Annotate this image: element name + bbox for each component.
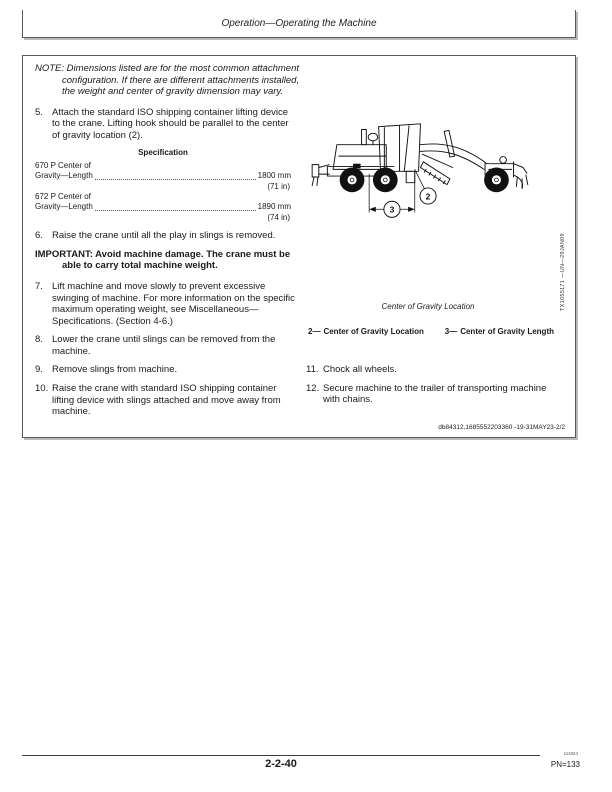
step-item-10: [35, 383, 297, 418]
pn-number: PN=133: [550, 760, 580, 769]
spec-heading: Specification: [138, 148, 188, 158]
step-text: Raise the crane with standard ISO shipping container lifting device with slings attached and move away from machine.: [52, 382, 281, 418]
step-item-12: [306, 383, 562, 406]
spec-line: [35, 171, 291, 181]
step-number: 12.: [306, 382, 320, 394]
page-number: 2-2-40: [265, 758, 297, 770]
right-steps: [306, 364, 562, 413]
step-number: 5.: [35, 106, 43, 118]
spec-value: 1800 mm: [257, 171, 291, 181]
spec-value-alt: (71 in): [267, 181, 290, 191]
callout-2-badge: [415, 169, 436, 204]
content-box: [22, 55, 576, 438]
step-number: 10.: [35, 382, 49, 394]
dot-leader: [95, 210, 256, 211]
step-number: 9.: [35, 364, 43, 376]
right-column: [306, 56, 568, 437]
dot-leader: [95, 179, 256, 180]
spec-label-line2: Gravity—Length: [35, 202, 93, 212]
step-text: Lower the crane until slings can be removed from the machine.: [52, 334, 276, 357]
cab: [379, 124, 421, 172]
step-text: Secure machine to the trailer of transporting machine with chains.: [323, 382, 547, 406]
callout-3-badge: [384, 201, 400, 217]
step-item-11: [306, 364, 562, 376]
rear-attachment: [312, 165, 329, 186]
tandem-wheels: [340, 168, 398, 193]
revision-code: db84312,1685552203360 -19-31MAY23-2/2: [438, 424, 565, 432]
step-box: [406, 171, 415, 182]
footer-rule: [22, 755, 540, 756]
front-attachment: [514, 162, 528, 189]
legend-entry: [445, 327, 554, 337]
step-item-5: [35, 107, 297, 142]
step-text: Raise the crane until all the play in slings is removed.: [52, 230, 276, 242]
spec-line: [35, 202, 291, 212]
grader-diagram: [310, 120, 548, 234]
legend-number: 3—: [444, 327, 458, 336]
step-item-6: [35, 230, 297, 242]
step-number: 11.: [306, 364, 319, 375]
step-text: Chock all wheels.: [323, 364, 397, 375]
step-item-7: [35, 281, 297, 327]
spec-row: [35, 192, 291, 223]
spec-label-line2: Gravity—Length: [35, 171, 93, 181]
step-item-9: [35, 364, 297, 376]
lift-cylinder: [444, 130, 454, 157]
legend-label: Center of Gravity Length: [460, 327, 554, 336]
note-paragraph: NOTE: Dimensions listed are for the most common attachment configuration. If there are different attachments installed, the weight and center of gravity dimension may vary.: [35, 63, 300, 98]
step-text: Lift machine and move slowly to prevent excessive swinging of machine. For more information on the specific maximum operating weight, see Miscellaneous—Specifications. (Section 4-6.): [52, 280, 295, 327]
page-header: [22, 10, 576, 38]
spec-row: [35, 161, 291, 192]
legend-entry: [308, 327, 424, 337]
left-column: [35, 63, 300, 425]
header-title: Operation—Operating the Machine: [221, 18, 377, 29]
spec-label-line1: 670 P Center of: [35, 160, 91, 170]
callout-3-number: 3: [389, 204, 395, 215]
important-paragraph: IMPORTANT: Avoid machine damage. The crane must be able to carry total machine weight.: [35, 248, 291, 272]
spec-value-alt: (74 in): [267, 212, 290, 222]
figure-image-code: TX1055171 —UN—29JAN09: [560, 233, 567, 311]
step-text: Attach the standard ISO shipping container lifting device to the crane. Lifting hook should be parallel to the center of gravity location (2).: [52, 106, 289, 141]
step-text: Remove slings from machine.: [52, 364, 178, 376]
print-code: 111924: [563, 751, 578, 756]
legend-label: Center of Gravity Location: [323, 327, 424, 336]
legend-number: 2—: [308, 327, 321, 336]
front-wheel: [484, 168, 509, 193]
step-number: 7.: [35, 280, 43, 292]
callout-2-number: 2: [425, 191, 431, 202]
step-item-8: [35, 334, 297, 357]
specification-block: [35, 148, 291, 223]
step-number: 6.: [35, 230, 43, 242]
engine-hood: [333, 130, 386, 170]
figure-caption: Center of Gravity Location: [381, 302, 475, 311]
figure-legend: [308, 327, 554, 337]
spec-label-line1: 672 P Center of: [35, 192, 91, 202]
spec-value: 1890 mm: [257, 202, 291, 212]
step-number: 8.: [35, 334, 43, 346]
moldboard-blade: [420, 154, 452, 184]
